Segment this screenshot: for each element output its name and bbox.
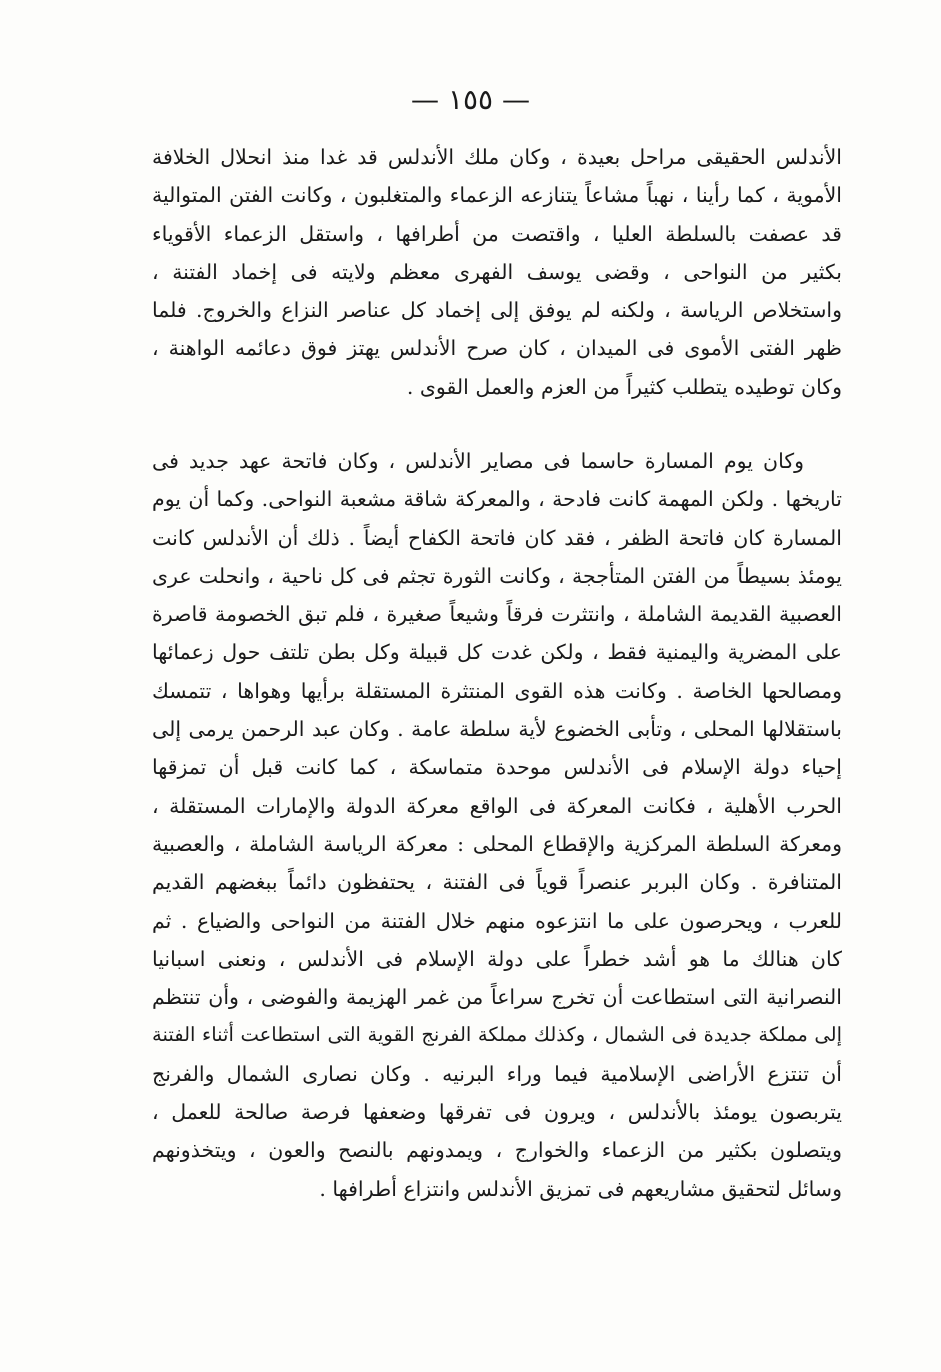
text-line: تاريخها . ولكن المهمة كانت فادحة ، والمعركة شاقة مشعبة النواحى. وكما أن يوم: [152, 487, 842, 512]
text-line: ومصالحها الخاصة . وكانت هذه القوى المنتثرة المستقلة برأيها وهواها ، تتمسك: [152, 678, 842, 703]
text-line: قد عصفت بالسلطة العليا ، واقتصت من أطرافها ، واستقل الزعماء الأقوياء: [152, 221, 842, 246]
text-line: للعرب ، ويحرصون على ما انتزعوه منهم خلال الفتنة من النواحى والضياع . ثم: [152, 908, 842, 933]
text-line: النصرانية التى استطاعت أن تخرج سراعاً من غمر الهزيمة والفوضى ، وأن تنتظم: [152, 985, 842, 1010]
text-line: كان هنالك ما هو أشد خطراً على دولة الإسلام فى الأندلس ، ونعنى اسبانيا: [152, 946, 842, 971]
text-line: إحياء دولة الإسلام فى الأندلس موحدة متماسكة ، كما كانت قبل أن تمزقها: [152, 755, 842, 780]
text-line: الأندلس الحقيقى مراحل بعيدة ، وكان ملك الأندلس قد غدا منذ انحلال الخلافة: [152, 145, 842, 169]
text-line: باستقلالها المحلى ، وتأبى الخضوع لأية سلطة عامة . وكان عبد الرحمن يرمى إلى: [152, 717, 842, 742]
text-line: ومعركة السلطة المركزية والإقطاع المحلى : معركة الرياسة الشاملة ، والعصبية: [152, 831, 842, 856]
text-line: يومئذ بسيطاً من الفتن المتأججة ، وكانت الثورة تجثم فى كل ناحية ، وانحلت عرى: [152, 563, 842, 588]
text-line: وكان يوم المسارة حاسما فى مصاير الأندلس ، وكان فاتحة عهد جديد فى: [152, 449, 804, 473]
text-line: الأموية ، كما رأينا ، نهباً مشاعاً يتنازعه الزعماء والمتغلبون ، وكانت الفتن المتوالية: [152, 183, 842, 208]
text-line: المسارة كان فاتحة الظفر ، فقد كان فاتحة الكفاح أيضاً . ذلك أن الأندلس كانت: [152, 525, 842, 550]
text-line: واستخلاص الرياسة ، ولكنه لم يوفق إلى إخماد كل عناصر النزاع والخروج. فلما: [152, 298, 842, 323]
text-line: أن تنتزع الأراضى الإسلامية فيما وراء البرنيه . وكان نصارى الشمال والفرنج: [152, 1061, 842, 1086]
text-line: بكثير من النواحى ، وقضى يوسف الفهرى معظم ولايته فى إخماد الفتنة ،: [152, 259, 842, 284]
text-line: وكان توطيده يتطلب كثيراً من العزم والعمل القوى .: [406, 374, 842, 399]
page-number: — ١٥٥ —: [411, 83, 530, 116]
paragraph-2: [152, 442, 842, 1208]
text-line: ظهر الفتى الأموى فى الميدان ، كان صرح الأندلس يهتز فوق دعائمه الواهنة ،: [152, 336, 842, 361]
paragraph-1: [152, 138, 842, 406]
text-line: إلى مملكة جديدة فى الشمال ، وكذلك مملكة الفرنج القوية التى استطاعت أثناء الفتنة: [152, 1023, 842, 1047]
text-line: الحرب الأهلية ، فكانت المعركة فى الواقع معركة الدولة والإمارات المستقلة ،: [152, 793, 842, 818]
text-line: المتنافرة . وكان البربر عنصراً قوياً فى الفتنة ، يحتفظون دائماً ببغضهم القديم: [152, 870, 842, 895]
text-line: يتربصون يومئذ بالأندلس ، ويرون فى تفرقها وضعفها فرصة صالحة للعمل ،: [152, 1100, 842, 1125]
text-line: العصبية القديمة الشاملة ، وانتثرت فرقاً وشيعاً صغيرة ، فلم تبق الخصومة قاصرة: [152, 602, 842, 627]
text-line: على المضرية واليمنية فقط ، ولكن غدت كل قبيلة وكل بطن تلتف حول زعمائها: [152, 640, 842, 665]
text-line: وسائل لتحقيق مشاريعهم فى تمزيق الأندلس وانتزاع أطرافها .: [319, 1176, 842, 1201]
text-line: ويتصلون بكثير من الزعماء والخوارج ، ويمدونهم بالنصح والعون ، ويتخذونهم: [152, 1138, 842, 1163]
